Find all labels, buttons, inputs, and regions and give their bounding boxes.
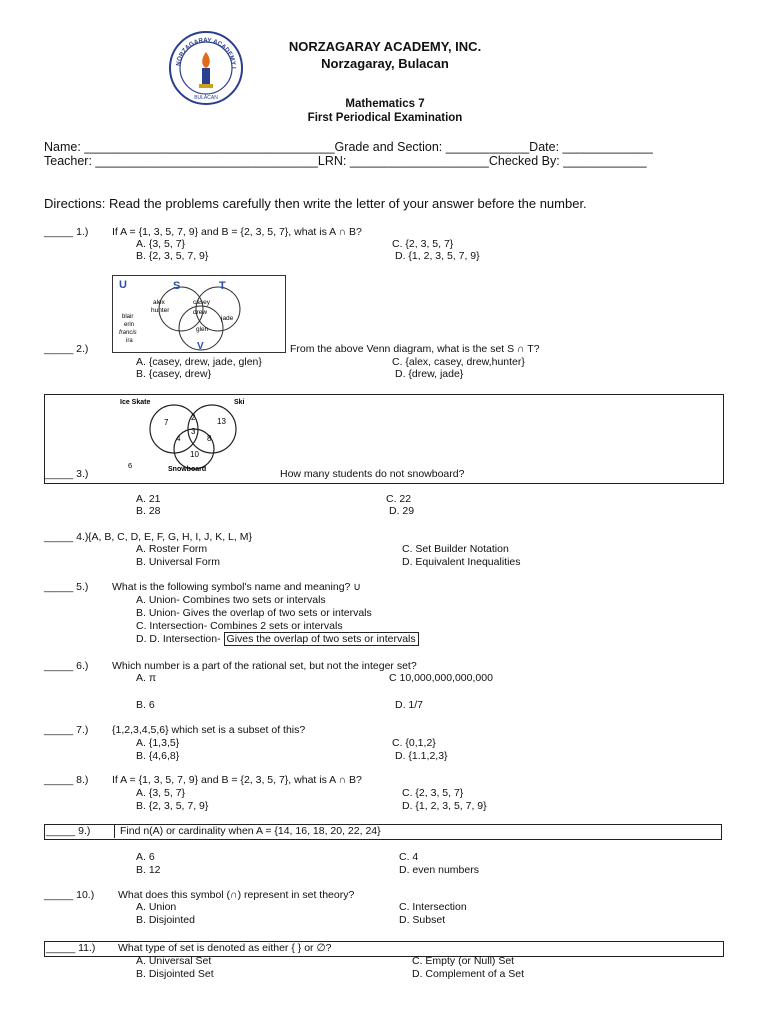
school-location: Norzagaray, Bulacan — [321, 56, 449, 71]
q8-text: If A = {1, 3, 5, 7, 9} and B = {2, 3, 5, 7}, what is A ∩ B? — [112, 774, 362, 786]
subject-title: Mathematics 7 — [345, 98, 425, 110]
q5-option-b: B. Union- Gives the overlap of two sets or intervals — [136, 607, 372, 619]
venn-diagram-sports — [116, 397, 270, 473]
q7-option-d: D. {1.1,2,3} — [395, 750, 448, 762]
q10-option-c: C. Intersection — [399, 901, 467, 913]
q3-option-c: C. 22 — [386, 493, 412, 505]
svg-text:erin: erin — [124, 322, 135, 328]
q5-option-d-boxed-text: Gives the overlap of two sets or intervals — [224, 632, 419, 646]
q7-option-c: C. {0,1,2} — [392, 737, 436, 749]
q4-option-b: B. Universal Form — [136, 556, 221, 568]
svg-text:Ski: Ski — [234, 399, 245, 406]
exam-title: First Periodical Examination — [307, 112, 463, 124]
q10-option-a: A. Union — [136, 901, 177, 913]
svg-text:francis: francis — [119, 330, 137, 336]
svg-text:drew: drew — [193, 309, 208, 316]
svg-text:10: 10 — [190, 450, 199, 459]
q10-option-d: D. Subset — [399, 914, 446, 926]
q4-text: {A, B, C, D, E, F, G, H, I, J, K, L, M} — [88, 531, 252, 543]
q11-answer-blank[interactable]: _____ 11.) — [46, 942, 96, 954]
q11-option-b: B. Disjointed Set — [136, 968, 214, 980]
q7-text: {1,2,3,4,5,6} which set is a subset of this? — [112, 724, 306, 736]
q2-option-b: B. {casey, drew} — [136, 368, 212, 380]
q9-option-c: C. 4 — [399, 851, 419, 863]
name-grade-date-line[interactable]: Name: ____________________________________Grade and Section: ____________Date: _____________ — [44, 140, 653, 154]
q1-text: If A = {1, 3, 5, 7, 9} and B = {2, 3, 5, 7}, what is A ∩ B? — [112, 226, 362, 238]
school-seal-logo — [168, 30, 244, 106]
svg-text:Snowboard: Snowboard — [168, 466, 207, 473]
q10-option-b: B. Disjointed — [136, 914, 195, 926]
q5-option-d-prefix: D. D. Intersection- — [136, 633, 221, 645]
q3-answer-blank[interactable]: _____ 3.) — [44, 468, 89, 480]
q8-option-d: D. {1, 2, 3, 5, 7, 9} — [402, 800, 487, 812]
q4-answer-blank[interactable]: _____ 4.) — [44, 531, 89, 543]
svg-text:blair: blair — [122, 314, 134, 320]
q10-text: What does this symbol (∩) represent in set theory? — [118, 889, 355, 901]
q7-option-b: B. {4,6,8} — [136, 750, 180, 762]
q7-answer-blank[interactable]: _____ 7.) — [44, 724, 89, 736]
svg-text:3: 3 — [191, 427, 196, 436]
q5-option-d — [136, 633, 419, 645]
q9-text: Find n(A) or cardinality when A = {14, 16, 18, 20, 22, 24} — [120, 825, 381, 837]
q2-text: From the above Venn diagram, what is the set S ∩ T? — [290, 343, 540, 355]
q8-option-b: B. {2, 3, 5, 7, 9} — [136, 800, 209, 812]
q8-option-a: A. {3, 5, 7} — [136, 787, 186, 799]
svg-text:Ice Skate: Ice Skate — [120, 399, 151, 406]
q1-answer-blank[interactable]: _____ 1.) — [44, 226, 89, 238]
q6-text: Which number is a part of the rational set, but not the integer set? — [112, 660, 417, 672]
q11-option-d: D. Complement of a Set — [412, 968, 525, 980]
q1-option-a: A. {3, 5, 7} — [136, 238, 186, 250]
q3-option-b: B. 28 — [136, 505, 161, 517]
q9-option-d: D. even numbers — [399, 864, 479, 876]
q1-option-d: D. {1, 2, 3, 5, 7, 9} — [395, 250, 480, 262]
q9-option-b: B. 12 — [136, 864, 161, 876]
q9-answer-blank[interactable]: _____ 9.) — [46, 825, 91, 837]
svg-text:S: S — [173, 280, 181, 292]
q11-option-c: C. Empty (or Null) Set — [412, 955, 515, 967]
q4-option-c: C. Set Builder Notation — [402, 543, 509, 555]
svg-text:BULACAN: BULACAN — [194, 95, 218, 101]
q5-option-a: A. Union- Combines two sets or intervals — [136, 594, 326, 606]
q11-text: What type of set is denoted as either { } or ∅? — [118, 942, 332, 954]
q3-option-d: D. 29 — [389, 505, 415, 517]
q3-text: How many students do not snowboard? — [280, 468, 465, 480]
q2-option-a: A. {casey, drew, jade, glen} — [136, 356, 262, 368]
q4-option-a: A. Roster Form — [136, 543, 208, 555]
q8-answer-blank[interactable]: _____ 8.) — [44, 774, 89, 786]
q6-answer-blank[interactable]: _____ 6.) — [44, 660, 89, 672]
q1-option-b: B. {2, 3, 5, 7, 9} — [136, 250, 209, 262]
q5-text: What is the following symbol's name and meaning? ∪ — [112, 581, 361, 593]
q2-answer-blank[interactable]: _____ 2.) — [44, 343, 89, 355]
q6-option-b: B. 6 — [136, 699, 155, 711]
q8-option-c: C. {2, 3, 5, 7} — [402, 787, 464, 799]
svg-text:NORZAGARAY ACADEMY INC.: NORZAGARAY ACADEMY I — [175, 36, 238, 69]
svg-text:4: 4 — [176, 434, 181, 443]
venn-diagram-s-t-v — [112, 275, 286, 353]
q4-option-d: D. Equivalent Inequalities — [402, 556, 521, 568]
q9-option-a: A. 6 — [136, 851, 155, 863]
svg-text:U: U — [119, 279, 127, 291]
svg-text:jade: jade — [221, 315, 234, 322]
q3-option-a: A. 21 — [136, 493, 161, 505]
q11-option-a: A. Universal Set — [136, 955, 212, 967]
svg-text:ira: ira — [126, 338, 133, 344]
q2-option-c: C. {alex, casey, drew,hunter} — [392, 356, 525, 368]
svg-text:7: 7 — [164, 418, 169, 427]
q5-option-c: C. Intersection- Combines 2 sets or intervals — [136, 620, 343, 632]
q6-option-a: A. π — [136, 672, 157, 684]
q7-option-a: A. {1,3,5} — [136, 737, 180, 749]
q6-option-c: C 10,000,000,000,000 — [389, 672, 493, 684]
svg-text:6: 6 — [128, 461, 133, 470]
q1-option-c: C. {2, 3, 5, 7} — [392, 238, 454, 250]
q10-answer-blank[interactable]: _____ 10.) — [44, 889, 95, 901]
q5-answer-blank[interactable]: _____ 5.) — [44, 581, 89, 593]
q6-option-d: D. 1/7 — [395, 699, 424, 711]
svg-text:V: V — [197, 341, 204, 352]
school-name: NORZAGARAY ACADEMY, INC. — [288, 39, 482, 54]
svg-text:T: T — [219, 280, 226, 292]
svg-text:8: 8 — [207, 434, 212, 443]
svg-text:hunter: hunter — [151, 307, 170, 314]
svg-text:glen: glen — [196, 326, 209, 333]
q2-option-d: D. {drew, jade} — [395, 368, 464, 380]
svg-text:alex: alex — [153, 299, 165, 306]
svg-text:13: 13 — [217, 417, 226, 426]
svg-text:2: 2 — [191, 413, 196, 422]
svg-text:casey: casey — [193, 299, 210, 306]
q9-divider — [114, 824, 115, 838]
directions: Directions: Read the problems carefully then write the letter of your answer before the number. — [44, 196, 587, 211]
teacher-lrn-checked-line[interactable]: Teacher: ________________________________LRN: ____________________Checked By: ____________ — [44, 154, 647, 168]
